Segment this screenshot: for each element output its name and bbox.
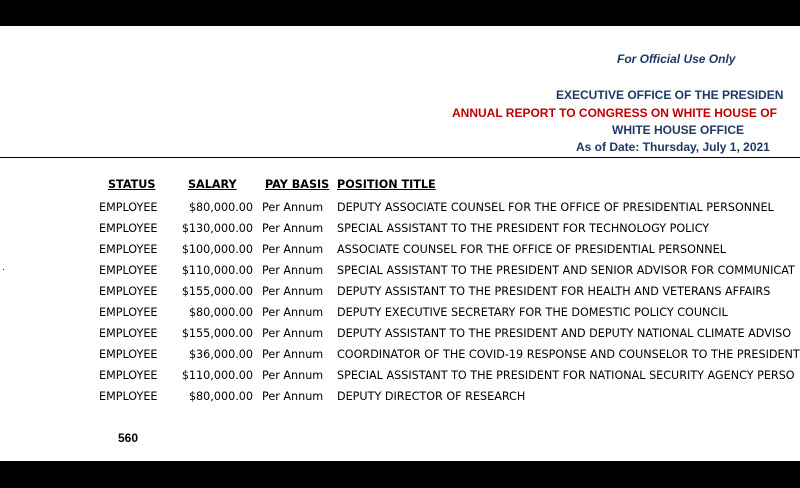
row-position-title: DEPUTY EXECUTIVE SECRETARY FOR THE DOMESTIC POLICY COUNCIL: [337, 306, 728, 319]
column-header-position-title: POSITION TITLE: [337, 178, 436, 191]
row-pay-basis: Per Annum: [262, 285, 324, 298]
row-salary: $155,000.00: [181, 327, 253, 340]
table-row: [0, 327, 800, 348]
unit-title: WHITE HOUSE OFFICE: [612, 123, 744, 137]
row-pay-basis: Per Annum: [262, 327, 324, 340]
row-pay-basis: Per Annum: [262, 306, 324, 319]
table-row: [0, 222, 800, 243]
document-page: [0, 26, 800, 461]
table-header: [0, 178, 800, 199]
row-pay-basis: Per Annum: [262, 369, 324, 382]
row-position-title: COORDINATOR OF THE COVID-19 RESPONSE AND COUNSELOR TO THE PRESIDENT: [337, 348, 800, 361]
row-status: EMPLOYEE: [99, 327, 158, 340]
row-salary: $130,000.00: [181, 222, 253, 235]
row-status: EMPLOYEE: [99, 285, 158, 298]
row-status: EMPLOYEE: [99, 306, 158, 319]
row-pay-basis: Per Annum: [262, 222, 324, 235]
row-position-title: DEPUTY ASSISTANT TO THE PRESIDENT FOR HEALTH AND VETERANS AFFAIRS: [337, 285, 771, 298]
row-status: EMPLOYEE: [99, 243, 158, 256]
row-position-title: SPECIAL ASSISTANT TO THE PRESIDENT AND SENIOR ADVISOR FOR COMMUNICAT: [337, 264, 795, 277]
column-header-status: STATUS: [108, 178, 156, 191]
row-pay-basis: Per Annum: [262, 201, 324, 214]
table-row: [0, 369, 800, 390]
row-status: EMPLOYEE: [99, 369, 158, 382]
row-status: EMPLOYEE: [99, 390, 158, 403]
column-header-pay-basis: PAY BASIS: [265, 178, 330, 191]
row-position-title: ASSOCIATE COUNSEL FOR THE OFFICE OF PRESIDENTIAL PERSONNEL: [337, 243, 726, 256]
row-salary: $110,000.00: [181, 369, 253, 382]
row-salary: $100,000.00: [181, 243, 253, 256]
row-position-title: DEPUTY DIRECTOR OF RESEARCH: [337, 390, 526, 403]
row-position-title: SPECIAL ASSISTANT TO THE PRESIDENT FOR TECHNOLOGY POLICY: [337, 222, 710, 235]
row-pay-basis: Per Annum: [262, 348, 324, 361]
report-title: ANNUAL REPORT TO CONGRESS ON WHITE HOUSE OF: [452, 106, 777, 120]
row-salary: $80,000.00: [188, 390, 253, 403]
row-position-title: DEPUTY ASSOCIATE COUNSEL FOR THE OFFICE OF PRESIDENTIAL PERSONNEL: [337, 201, 774, 214]
table-row: [0, 201, 800, 222]
table-row: [0, 243, 800, 264]
row-salary: $80,000.00: [188, 201, 253, 214]
table-row: [0, 390, 800, 411]
as-of-date: As of Date: Thursday, July 1, 2021: [576, 140, 770, 154]
table-row: [0, 285, 800, 306]
row-salary: $110,000.00: [181, 264, 253, 277]
row-status: EMPLOYEE: [99, 348, 158, 361]
row-pay-basis: Per Annum: [262, 264, 324, 277]
table-row: [0, 348, 800, 369]
row-pay-basis: Per Annum: [262, 243, 324, 256]
column-header-salary: SALARY: [188, 178, 237, 191]
row-status: EMPLOYEE: [99, 201, 158, 214]
row-salary: $36,000.00: [188, 348, 253, 361]
row-status: EMPLOYEE: [99, 222, 158, 235]
row-salary: $80,000.00: [188, 306, 253, 319]
header-divider: [0, 157, 800, 158]
page-number: 560: [118, 431, 139, 445]
office-title: EXECUTIVE OFFICE OF THE PRESIDEN: [556, 88, 784, 102]
official-use-label: For Official Use Only: [617, 52, 736, 66]
row-status: EMPLOYEE: [99, 264, 158, 277]
table-row: [0, 306, 800, 327]
row-salary: $155,000.00: [181, 285, 253, 298]
row-position-title: SPECIAL ASSISTANT TO THE PRESIDENT FOR NATIONAL SECURITY AGENCY PERSO: [337, 369, 795, 382]
row-pay-basis: Per Annum: [262, 390, 324, 403]
row-position-title: DEPUTY ASSISTANT TO THE PRESIDENT AND DEPUTY NATIONAL CLIMATE ADVISO: [337, 327, 792, 340]
margin-mark: .: [2, 262, 5, 273]
table-row: [0, 264, 800, 285]
